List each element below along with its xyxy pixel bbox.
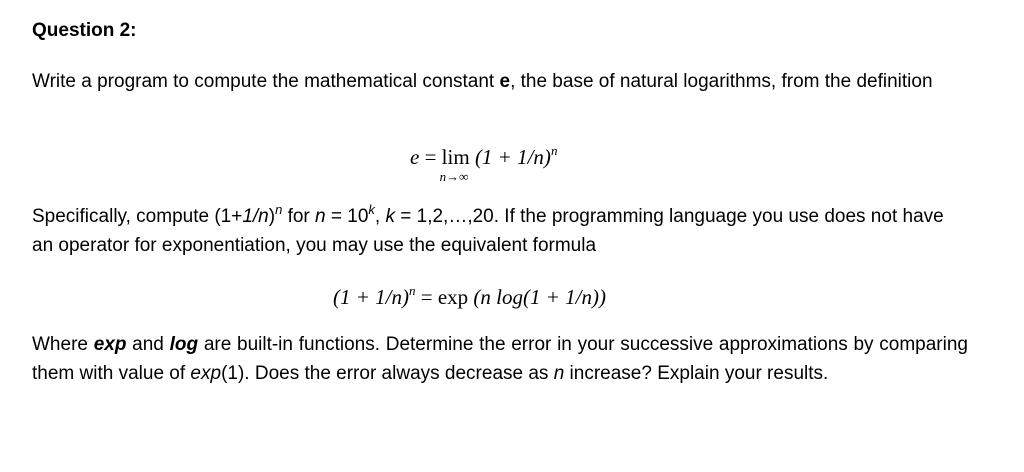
p3-text-e: increase? Explain your results.	[564, 363, 829, 384]
p2-text-b: for	[282, 206, 316, 227]
p3-exp: exp	[93, 334, 127, 355]
limit-definition-equation	[410, 143, 558, 184]
error-analysis-paragraph	[32, 330, 968, 388]
intro-text-2: , the base of natural logarithms, from the definition	[510, 71, 933, 92]
p3-exp1: exp	[190, 363, 222, 384]
p2-text-e: = 1,2,…,20. If the programming language you use does not have an operator for exponentiation, you may use the equivalent formula	[32, 206, 944, 256]
p2-text-d: ,	[374, 206, 386, 227]
eq2-rhs-a: (n	[473, 285, 497, 309]
eq2-rhs-b: (1 + 1/n))	[523, 285, 607, 309]
specifics-paragraph	[32, 202, 968, 260]
intro-paragraph	[32, 67, 968, 96]
p3-log: log	[169, 334, 199, 355]
p2-exp-n: n	[275, 201, 283, 217]
eq2-log: log	[496, 285, 524, 309]
p3-text-d: (1). Does the error always decrease as	[221, 363, 554, 384]
p2-var-k: k	[385, 206, 395, 227]
eq1-equals: =	[419, 145, 442, 169]
p2-var-n: n	[315, 206, 326, 227]
eq2-equals-exp: = exp	[415, 285, 474, 309]
p3-text-b: and	[126, 334, 170, 355]
p2-text-c: = 10	[325, 206, 369, 227]
eq1-lhs: e	[410, 145, 420, 169]
eq1-exponent: n	[550, 143, 558, 158]
p3-text-c: are built-in functions. Determine the error in your successive approximations by comparing them with value of	[32, 334, 968, 384]
eq2-lhs-exponent: n	[409, 283, 416, 298]
question-heading: Question 2:	[32, 20, 137, 41]
constant-e: e	[499, 71, 511, 92]
eq1-body: (1 + 1/n)	[469, 145, 551, 169]
eq1-lim	[439, 144, 470, 184]
eq1-lim-subscript: n→∞	[439, 169, 469, 184]
p3-var-n: n	[553, 363, 565, 384]
p2-text-a2: )	[268, 206, 276, 227]
p2-text-a: Specifically, compute (1+	[32, 206, 243, 227]
intro-text-1: Write a program to compute the mathematical constant	[32, 71, 500, 92]
eq1-lim-word: lim	[441, 145, 470, 169]
eq2-lhs: (1 + 1/n)	[333, 285, 409, 309]
p2-frac: 1/n	[242, 206, 269, 227]
exp-log-equation	[333, 284, 606, 310]
p2-exp-k: k	[368, 201, 375, 217]
p3-text-a: Where	[32, 334, 94, 355]
